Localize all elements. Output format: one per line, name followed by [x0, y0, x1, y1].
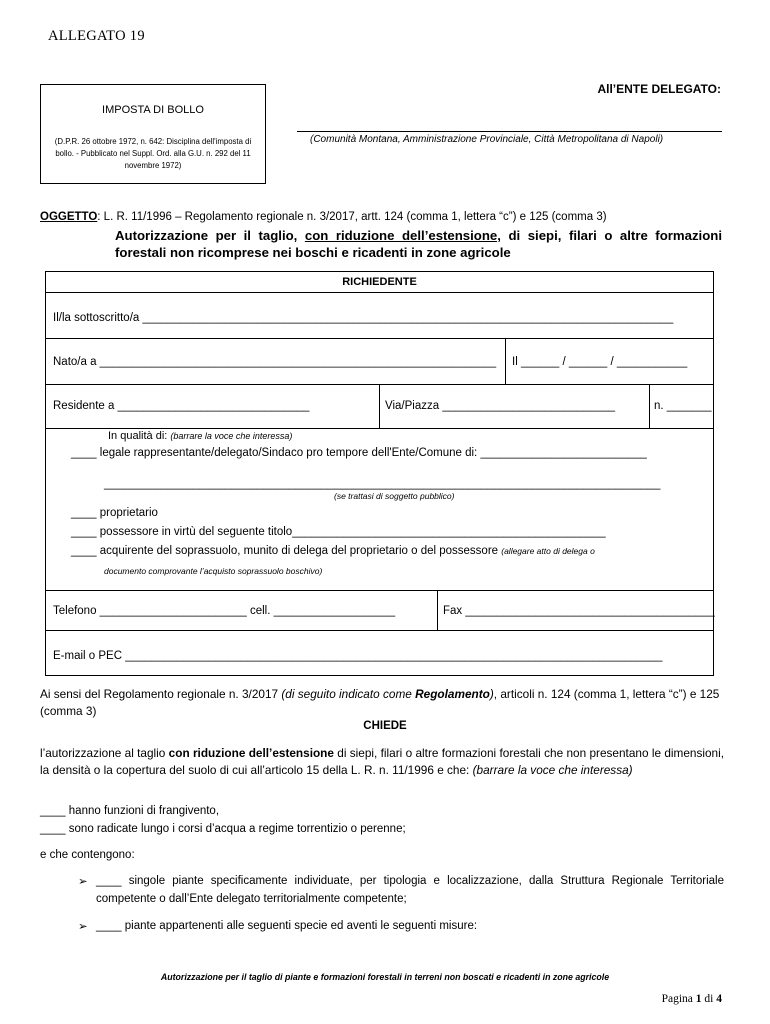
ente-input-line[interactable] [297, 131, 722, 132]
sensi-a: Ai sensi del Regolamento regionale n. 3/2017 [40, 687, 282, 701]
autorizzazione-c: di siepi, filari o altre formazioni forestali che non presentano le dimensioni, la densità o la copertura del suolo di cui all’articolo 15 della L. R. n. 11/1996 e che: [40, 746, 725, 777]
residente-field[interactable]: Residente a ______________________________ [53, 400, 310, 412]
option-possessore[interactable]: ____ possessore in virtù del seguente titolo_________________________________________________ [71, 526, 606, 538]
autorizzazione-a: l’autorizzazione al taglio [40, 746, 169, 760]
qualita-label: In qualità di: [108, 430, 171, 442]
oggetto-label: OGGETTO [40, 211, 98, 223]
oggetto-title-b: di siepi, filari o altre formazioni forestali non ricomprese nei boschi e ricadenti in zone agricole [115, 228, 722, 260]
email-field[interactable]: E-mail o PEC ____________________________________________________________________________________ [53, 650, 663, 662]
via-field[interactable]: Via/Piazza ___________________________ [385, 400, 616, 412]
bollo-title: IMPOSTA DI BOLLO [102, 104, 204, 116]
option-legale[interactable]: ____ legale rappresentante/delegato/Sindaco pro tempore dell'Ente/Comune di: __________________________ [71, 447, 647, 459]
page-total: 4 [716, 993, 722, 1005]
option-legale-line[interactable]: _______________________________________________________________________________________ [104, 478, 661, 490]
telefono-field[interactable]: Telefono _______________________ cell. ___________________ [53, 605, 396, 617]
sensi-c: , articoli n. 124 (comma 1, lettera “c”) e 125 (comma 3) [40, 687, 720, 718]
option-specie[interactable]: ____ piante appartenenti alle seguenti specie ed aventi le seguenti misure: [96, 920, 478, 932]
option-acquirente[interactable] [71, 545, 595, 557]
arrow-bullet-icon: ➢ [78, 921, 88, 933]
page-current: 1 [695, 993, 702, 1005]
chiede-heading: CHIEDE [363, 720, 407, 732]
fax-field[interactable]: Fax _______________________________________ [443, 605, 715, 617]
option-proprietario[interactable]: ____ proprietario [71, 507, 158, 519]
oggetto-title [115, 227, 722, 261]
qualita-line [108, 430, 292, 442]
ente-note: (Comunità Montana, Amministrazione Provinciale, Città Metropolitana di Napoli) [310, 134, 664, 145]
allegato-label: ALLEGATO 19 [48, 28, 145, 44]
acquirente-note: (allegare atto di delega o [501, 546, 595, 556]
sottoscritto-field[interactable]: Il/la sottoscritto/a ___________________________________________________________________________________ [53, 312, 674, 324]
page-sep: di [701, 993, 717, 1005]
date-field[interactable]: Il ______ / ______ / ___________ [512, 356, 688, 368]
option-radicate[interactable]: ____ sono radicate lungo i corsi d’acqua a regime torrentizio o perenne; [40, 823, 406, 835]
soggetto-pubblico-note: (se trattasi di soggetto pubblico) [334, 491, 455, 501]
oggetto-text: : L. R. 11/1996 – Regolamento regionale n. 3/2017, artt. 124 (comma 1, lettera “c”) e 125 (comma 3) [97, 211, 607, 223]
arrow-bullet-icon: ➢ [78, 876, 88, 888]
oggetto-title-underlined: con riduzione dell’estensione, [304, 228, 501, 243]
option-acquirente-label: ____ acquirente del soprassuolo, munito di delega del proprietario o del possessore [71, 545, 502, 557]
numero-field[interactable]: n. _______ [654, 400, 712, 412]
acquirente-note-2: documento comprovante l’acquisto soprassuolo boschivo) [104, 566, 323, 576]
oggetto-title-a: Autorizzazione per il taglio, [115, 228, 305, 243]
sensi-regolamento: Regolamento [415, 687, 490, 701]
option-frangivento[interactable]: ____ hanno funzioni di frangivento, [40, 805, 220, 817]
bollo-note: (D.P.R. 26 ottobre 1972, n. 642: Disciplina dell'imposta di bollo. - Pubblicato nel Suppl. Ord. alla G.U. n. 292 del 11 novembre 1972) [54, 137, 252, 170]
oggetto-line [40, 211, 607, 223]
page-number [662, 993, 722, 1005]
contengono-label: e che contengono: [40, 849, 135, 861]
bollo-box [40, 84, 266, 184]
sensi-paragraph [40, 686, 724, 720]
sensi-b-end: ) [489, 687, 494, 701]
page-label: Pagina [661, 993, 696, 1005]
autorizzazione-d: (barrare la voce che interessa) [472, 763, 633, 777]
nato-field[interactable]: Nato/a a ______________________________________________________________ [53, 356, 497, 368]
option-singole-piante[interactable]: ____ singole piante specificamente individuate, per tipologia e localizzazione, dalla Struttura Regionale Territoriale competente o dall’Ente delegato territorialmente competente; [96, 875, 724, 905]
autorizzazione-b: con riduzione dell’estensione [168, 746, 334, 760]
qualita-note: (barrare la voce che interessa) [170, 431, 293, 441]
footer-note: Autorizzazione per il taglio di piante e formazioni forestali in terreni non boscati e ricadenti in zone agricole [160, 972, 610, 982]
richiedente-table [45, 271, 714, 676]
sensi-b: (di seguito indicato come [281, 687, 416, 701]
ente-title: All’ENTE DELEGATO: [597, 82, 721, 96]
richiedente-header: RICHIEDENTE [342, 276, 417, 288]
autorizzazione-paragraph [40, 745, 724, 779]
